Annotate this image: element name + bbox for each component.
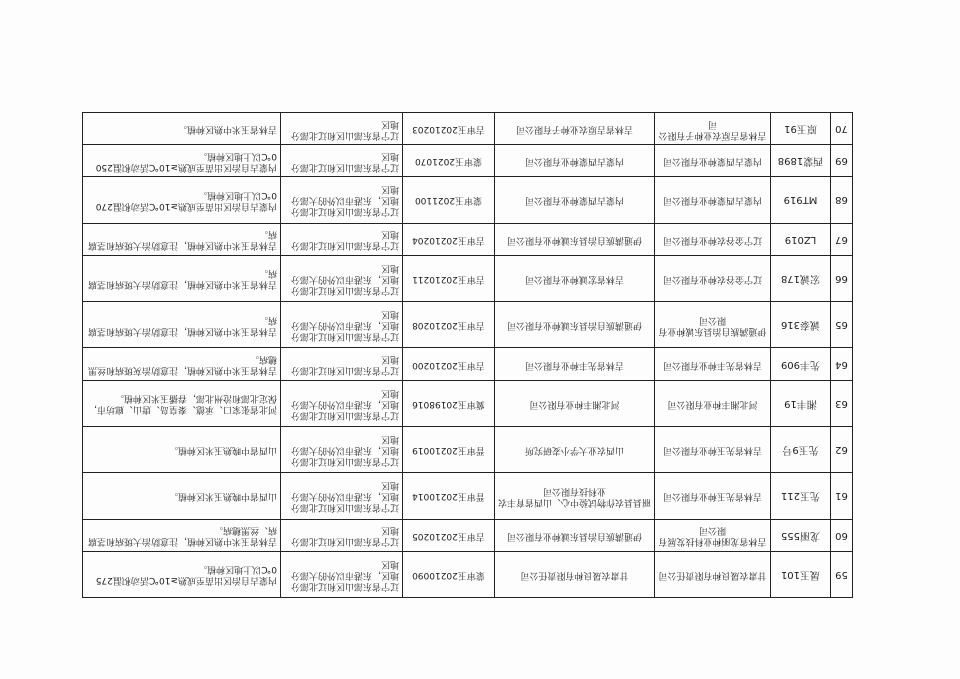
planting-region-cell: 辽宁省东部山区和辽北部分地区: [281, 145, 403, 177]
row-number-cell: 69: [831, 145, 853, 177]
row-number-cell: 68: [831, 177, 853, 223]
approval-number-cell: 蒙审玉2021070: [403, 145, 495, 177]
breeder-unit-cell: 内蒙古西蒙种业有限公司: [495, 177, 655, 223]
breeder-unit-cell: 吉林省宏诚种业有限公司: [495, 255, 655, 301]
variety-name-cell: MT919: [771, 177, 831, 223]
approval-number-cell: 吉审玉20210208: [403, 302, 495, 348]
breeder-unit-cell: 河北湘丰种业有限公司: [495, 380, 655, 426]
table-row: [83, 177, 853, 223]
row-number-cell: 67: [831, 223, 853, 255]
applicant-company-cell: 内蒙古西蒙种业有限公司: [655, 177, 771, 223]
breeder-unit-cell: 山西农业大学小麦研究所: [495, 426, 655, 472]
remarks-cell: 吉林省玉米中熟区种植，注意防治大斑病和茎腐病。: [83, 255, 281, 301]
table-row: [83, 380, 853, 426]
remarks-cell: 内蒙古自治区出苗至成熟≥10℃活动积温2750℃以上地区种植。: [83, 551, 281, 597]
planting-region-cell: 辽宁省东部山区和辽北部分地区，东港市以外的大部分地区: [281, 551, 403, 597]
planting-region-cell: 辽宁省东部山区和辽北部分地区: [281, 113, 403, 145]
remarks-cell: 河北省张家口、承德、秦皇岛、唐山、廊坊市，保定北部和沧州北部，春播玉米区种植。: [83, 380, 281, 426]
approval-number-cell: 晋审玉20210019: [403, 426, 495, 472]
table-row: [83, 223, 853, 255]
approval-number-cell: 冀审玉20198016: [403, 380, 495, 426]
row-number-cell: 61: [831, 473, 853, 519]
planting-region-cell: 辽宁省东部山区和辽北部分地区: [281, 519, 403, 551]
approval-number-cell: 吉审玉20210200: [403, 348, 495, 380]
row-number-cell: 66: [831, 255, 853, 301]
approval-number-cell: 吉审玉20210205: [403, 519, 495, 551]
applicant-company-cell: 吉林省龙丽种业科技发展有限公司: [655, 519, 771, 551]
table-row: [83, 145, 853, 177]
variety-name-cell: 原玉91: [771, 113, 831, 145]
breeder-unit-cell: 吉林省吉原农业种子有限公司: [495, 113, 655, 145]
remarks-cell: 内蒙古自治区出苗至成熟≥10℃活动积温2700℃以上地区种植。: [83, 177, 281, 223]
table-row: [83, 519, 853, 551]
row-number-cell: 64: [831, 348, 853, 380]
approval-number-cell: 吉审玉20210204: [403, 223, 495, 255]
breeder-unit-cell: 伊通满族自治县东诚种业有限公司: [495, 302, 655, 348]
row-number-cell: 63: [831, 380, 853, 426]
planting-region-cell: 辽宁省东部山区和辽北部分地区，东港市以外的大部分地区: [281, 473, 403, 519]
applicant-company-cell: 河北湘丰种业有限公司: [655, 380, 771, 426]
planting-region-cell: 辽宁省东部山区和辽北部分地区，东港市以外的大部分地区: [281, 177, 403, 223]
planting-region-cell: 辽宁省东部山区和辽北部分地区: [281, 223, 403, 255]
breeder-unit-cell: 内蒙古西蒙种业有限公司: [495, 145, 655, 177]
applicant-company-cell: 甘肃农晟良种有限责任公司: [655, 551, 771, 597]
table-row: [83, 473, 853, 519]
variety-name-cell: 西蒙1898: [771, 145, 831, 177]
applicant-company-cell: 辽宁金谷农种业有限公司: [655, 223, 771, 255]
breeder-unit-cell: 丽县县农作物试验中心、山西省育丰农业科技有限公司: [495, 473, 655, 519]
applicant-company-cell: 伊通满族自治县东诚种业有限公司: [655, 302, 771, 348]
approval-number-cell: 蒙审玉20210090: [403, 551, 495, 597]
breeder-unit-cell: 伊通满族自治县东诚种业有限公司: [495, 223, 655, 255]
planting-region-cell: 辽宁省东部山区和辽北部分地区，东港市以外的大部分地区: [281, 302, 403, 348]
variety-name-cell: 湘丰19: [771, 380, 831, 426]
variety-name-cell: 诚泰316: [771, 302, 831, 348]
applicant-company-cell: 内蒙古西蒙种业有限公司: [655, 145, 771, 177]
variety-name-cell: 先丰909: [771, 348, 831, 380]
applicant-company-cell: 辽宁金谷农种业有限公司: [655, 255, 771, 301]
table-row: [83, 348, 853, 380]
approval-number-cell: 吉审玉20210203: [403, 113, 495, 145]
remarks-cell: 吉林省玉米中熟区种植，注意防治大斑病和茎腐病。: [83, 223, 281, 255]
applicant-company-cell: 吉林省先丰种业有限公司: [655, 348, 771, 380]
approval-number-cell: 蒙审玉2021100: [403, 177, 495, 223]
applicant-company-cell: 吉林省先玉种业有限公司: [655, 473, 771, 519]
breeder-unit-cell: 吉林省先丰种业有限公司: [495, 348, 655, 380]
planting-region-cell: 辽宁省东部山区和辽北部分地区，东港市以外的大部分地区: [281, 380, 403, 426]
planting-region-cell: 辽宁省东部山区和辽北部分地区: [281, 348, 403, 380]
table-row: [83, 113, 853, 145]
remarks-cell: 山西省中晚熟玉米区种植。: [83, 473, 281, 519]
table-row: [83, 426, 853, 472]
variety-table: [82, 112, 853, 598]
breeder-unit-cell: 伊通满族自治县东诚种业有限公司: [495, 519, 655, 551]
variety-name-cell: 先玉9号: [771, 426, 831, 472]
variety-name-cell: LZ019: [771, 223, 831, 255]
row-number-cell: 70: [831, 113, 853, 145]
variety-name-cell: 先玉211: [771, 473, 831, 519]
table-row: [83, 551, 853, 597]
row-number-cell: 60: [831, 519, 853, 551]
table-row: [83, 302, 853, 348]
row-number-cell: 59: [831, 551, 853, 597]
rotated-table-page: [83, 112, 853, 598]
row-number-cell: 65: [831, 302, 853, 348]
approval-number-cell: 晋审玉20210014: [403, 473, 495, 519]
remarks-cell: 吉林省玉米中熟区种植，注意防治大斑病和茎腐病、丝黑穗病。: [83, 519, 281, 551]
remarks-cell: 吉林省玉米中熟区种植。: [83, 113, 281, 145]
remarks-cell: 山西省中晚熟玉米区种植。: [83, 426, 281, 472]
applicant-company-cell: 吉林省吉原农业种子有限公司: [655, 113, 771, 145]
remarks-cell: 内蒙古自治区出苗至成熟≥10℃活动积温2500℃以上地区种植。: [83, 145, 281, 177]
variety-name-cell: 龙丽555: [771, 519, 831, 551]
remarks-cell: 吉林省玉米中熟区种植，注意防治灰斑病和丝黑穗病。: [83, 348, 281, 380]
breeder-unit-cell: 甘肃农晟良种有限责任公司: [495, 551, 655, 597]
planting-region-cell: 辽宁省东部山区和辽北部分地区，东港市以外的大部分地区: [281, 426, 403, 472]
remarks-cell: 吉林省玉米中熟区种植，注意防治大斑病和茎腐病。: [83, 302, 281, 348]
row-number-cell: 62: [831, 426, 853, 472]
table-row: [83, 255, 853, 301]
variety-name-cell: 晟玉101: [771, 551, 831, 597]
approval-number-cell: 吉审玉20210211: [403, 255, 495, 301]
applicant-company-cell: 吉林省先玉种业有限公司: [655, 426, 771, 472]
table-body: [83, 113, 853, 598]
variety-name-cell: 宏诚178: [771, 255, 831, 301]
planting-region-cell: 辽宁省东部山区和辽北部分地区，东港市以外的大部分地区: [281, 255, 403, 301]
